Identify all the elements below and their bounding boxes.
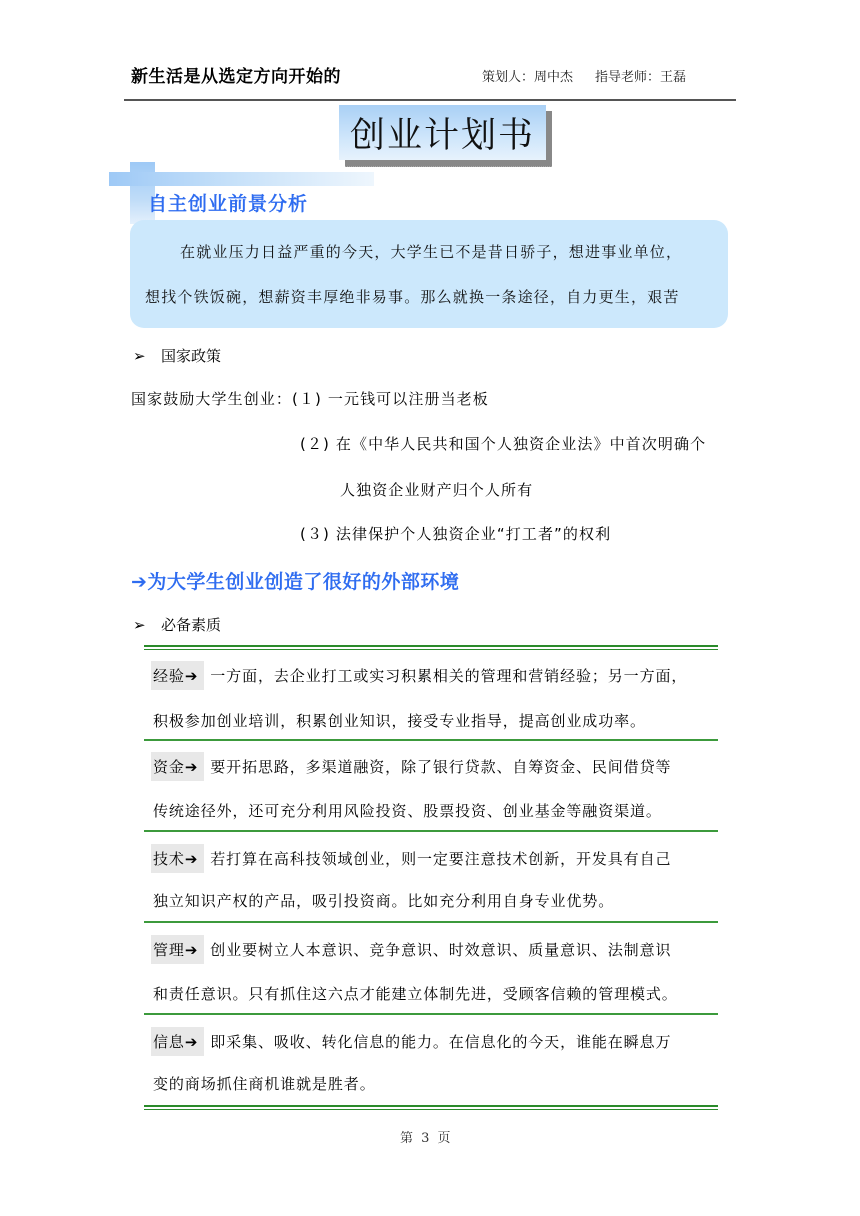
quality-item-technology: 技术➔ 若打算在高科技领域创业，则一定要注意技术创新，开发具有自己 [151, 844, 671, 873]
policy-line-1: 国家鼓励大学生创业：(１) 一元钱可以注册当老板 [131, 390, 489, 408]
quality-item-information: 信息➔ 即采集、吸收、转化信息的能力。在信息化的今天，谁能在瞬息万 [151, 1027, 671, 1056]
quality-label: 资金➔ [151, 752, 204, 781]
quality-item-funding: 资金➔ 要开拓思路，多渠道融资，除了银行贷款、自筹资金、民间借贷等 [151, 752, 671, 781]
quality-label: 信息➔ [151, 1027, 204, 1056]
quality-label: 经验➔ [151, 661, 204, 690]
section-title: 自主创业前景分析 [148, 193, 309, 215]
table-top-rule [144, 645, 718, 647]
row-divider [144, 921, 718, 923]
header-credits [482, 66, 708, 85]
quality-line: 独立知识产权的产品，吸引投资商。比如充分利用自身专业优势。 [153, 892, 615, 910]
quality-item-management: 管理➔ 创业要树立人本意识、竞争意识、时效意识、质量意识、法制意识 [151, 935, 671, 964]
page-title: 创业计划书 [339, 105, 546, 160]
bullet-arrow-icon: ➢ [133, 616, 146, 634]
policy-line-2: (２) 在《中华人民共和国个人独资企业法》中首次明确个 [300, 435, 707, 453]
planner-text: 策划人：周中杰 [482, 70, 574, 85]
intro-line-1: 在就业压力日益严重的今天，大学生已不是昔日骄子，想进事业单位， [180, 243, 683, 261]
policy-heading-text: 国家政策 [161, 347, 222, 365]
arrow-right-icon: ➔ [184, 850, 199, 868]
quality-line: 传统途径外，还可充分利用风险投资、股票投资、创业基金等融资渠道。 [153, 802, 662, 820]
arrow-right-icon: ➔ [184, 1033, 199, 1051]
row-divider [144, 830, 718, 832]
row-divider [144, 1013, 718, 1015]
intro-line-2: 想找个铁饭碗，想薪资丰厚绝非易事。那么就换一条途径，自力更生，艰苦 [145, 288, 680, 306]
quality-line: 变的商场抓住商机谁就是胜者。 [153, 1075, 376, 1093]
bullet-arrow-icon: ➢ [133, 347, 146, 365]
page-number: 第 3 页 [400, 1131, 451, 1146]
policy-line-3: 人独资企业财产归个人所有 [340, 481, 534, 499]
advisor-text: 指导老师：王磊 [595, 70, 687, 85]
quality-line: 积极参加创业培训，积累创业知识，接受专业指导，提高创业成功率。 [153, 712, 646, 730]
header-slogan: 新生活是从选定方向开始的 [131, 67, 341, 87]
policy-conclusion: ➔为大学生创业创造了很好的外部环境 [131, 571, 460, 593]
arrow-right-icon: ➔ [184, 941, 199, 959]
policy-heading [133, 345, 221, 366]
qualities-heading-text: 必备素质 [161, 616, 222, 634]
quality-label: 管理➔ [151, 935, 204, 964]
qualities-heading [133, 614, 221, 635]
heading-decoration-horizontal [109, 172, 374, 186]
policy-line-4: (３) 法律保护个人独资企业“打工者”的权利 [300, 525, 612, 543]
intro-box [130, 220, 728, 328]
quality-item-experience: 经验➔ 一方面，去企业打工或实习积累相关的管理和营销经验；另一方面， [151, 661, 687, 690]
arrow-right-icon: ➔ [184, 667, 199, 685]
table-bottom-rule [144, 1105, 718, 1107]
quality-label: 技术➔ [151, 844, 204, 873]
header-divider [124, 99, 736, 101]
arrow-right-icon: ➔ [184, 758, 199, 776]
quality-line: 和责任意识。只有抓住这六点才能建立体制先进，受顾客信赖的管理模式。 [153, 985, 678, 1003]
row-divider [144, 739, 718, 741]
